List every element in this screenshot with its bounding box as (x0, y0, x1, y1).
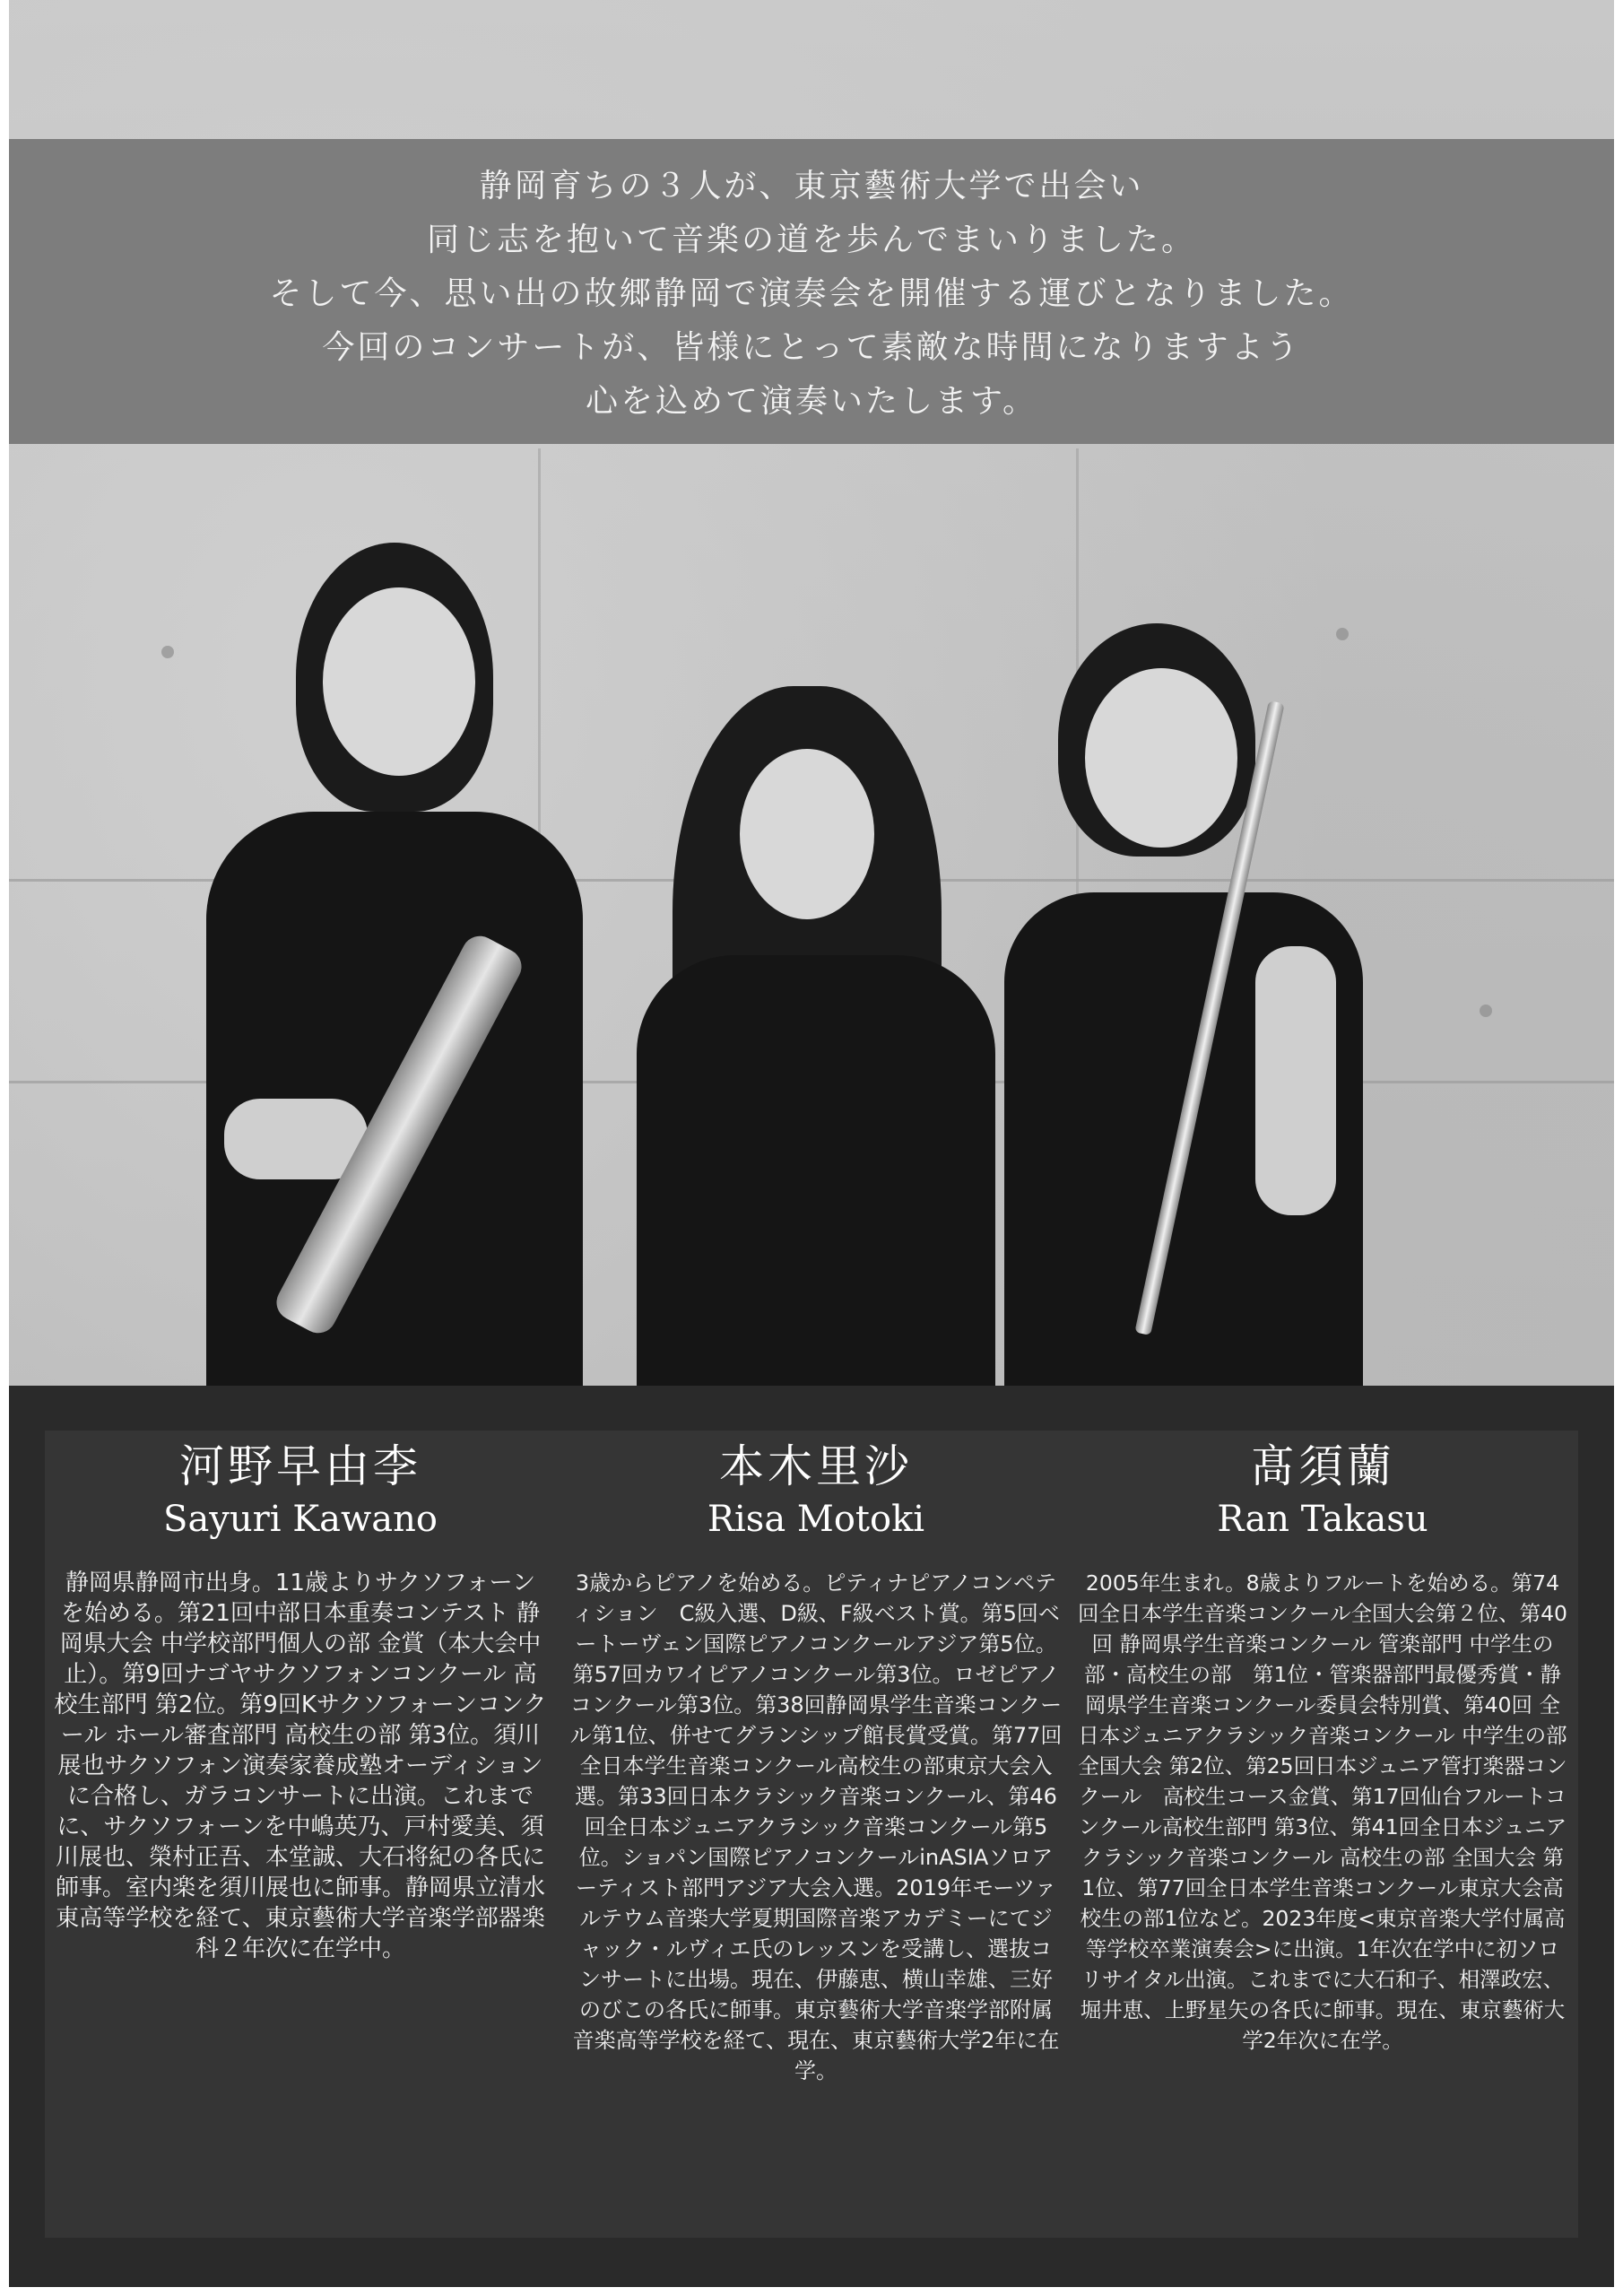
flyer-page (9, 0, 1614, 2287)
member-name-en: Ran Takasu (1217, 1499, 1428, 1540)
profile-motoki (569, 1435, 1063, 2086)
profile-kawano (54, 1435, 547, 1964)
intro-line: 同じ志を抱いて音楽の道を歩んでまいりました。 (426, 222, 1196, 258)
intro-message (9, 160, 1614, 429)
member-bio: 2005年生まれ。8歳よりフルートを始める。第74回全日本学生音楽コンクール全国大会第２位、第40回 静岡県学生音楽コンクール 管楽部門 中学生の部・高校生の部 第1位・管楽器部門最優秀賞・静岡県学生音楽コンクール委員会特別賞、第40回 全日本ジュニアクラシック音楽コンクール 中学生の部 全国大会 第2位、第25回日本ジュニア管打楽器コンクール 高校生コース金賞、第17回仙台フルートコンクール高校生部門 第3位、第41回全日本ジュニアクラシック音楽コンクール 高校生の部 全国大会 第1位、第77回全日本学生音楽コンクール東京大会高校生の部1位など。2023年度<東京音楽大学付属高等学校卒業演奏会>に出演。1年次在学中に初ソロリサイタル出演。これまでに大石和子、相澤政宏、堀井恵、上野星矢の各氏に師事。現在、東京藝術大学2年次に在学。 (1078, 1570, 1567, 2053)
member-name-jp: 髙須蘭 (1250, 1440, 1395, 1492)
member-name-jp: 本木里沙 (719, 1440, 913, 1492)
intro-line: そして今、思い出の故郷静岡で演奏会を開催する運びとなりました。 (269, 275, 1354, 312)
intro-line: 静岡育ちの３人が、東京藝術大学で出会い (479, 168, 1144, 204)
intro-line: 今回のコンサートが、皆様にとって素敵な時間になりますよう (322, 329, 1301, 366)
member-name-en: Sayuri Kawano (163, 1499, 438, 1540)
member-bio: 静岡県静岡市出身。11歳よりサクソフォーンを始める。第21回中部日本重奏コンテスト 静岡県大会 中学校部門個人の部 金賞（本大会中止）。第9回ナゴヤサクソフォンコンクール 高校生部門 第2位。第9回Kサクソフォーンコンクール ホール審査部門 高校生の部 第3位。須川展也サクソフォン演奏家養成塾オーディションに合格し、ガラコンサートに出演。これまでに、サクソフォーンを中嶋英乃、戸村愛美、須川展也、榮村正吾、本堂誠、大石将紀の各氏に師事。室内楽を須川展也に師事。静岡県立清水東高等学校を経て、東京藝術大学音楽学部器楽科２年次に在学中。 (54, 1570, 547, 1962)
intro-line: 心を込めて演奏いたします。 (585, 383, 1038, 420)
member-bio: 3歳からピアノを始める。ピティナピアノコンペティション C級入選、D級、F級ベスト賞。第5回ベートーヴェン国際ピアノコンクールアジア第5位。第57回カワイピアノコンクール第3位。ロゼピアノコンクール第3位。第38回静岡県学生音楽コンクール第1位、併せてグランシップ館長賞受賞。第77回全日本学生音楽コンクール高校生の部東京大会入選。第33回日本クラシック音楽コンクール、第46回全日本ジュニアクラシック音楽コンクール第5位。ショパン国際ピアノコンクールinASIAソロアーティスト部門アジア大会入選。2019年モーツァルテウム音楽大学夏期国際音楽アカデミーにてジャック・ルヴィエ氏のレッスンを受講し、選抜コンサートに出場。現在、伊藤恵、横山幸雄、三好のびこの各氏に師事。東京藝術大学音楽学部附属音楽高等学校を経て、現在、東京藝術大学2年に在学。 (569, 1570, 1063, 2083)
performer-pianist (610, 686, 1022, 1404)
performer-flutist (986, 623, 1399, 1395)
performers-photo (9, 444, 1614, 1395)
profile-takasu (1076, 1435, 1569, 2056)
member-name-jp: 河野早由李 (179, 1440, 421, 1492)
performer-saxophonist (179, 543, 646, 1439)
member-name-en: Risa Motoki (707, 1499, 925, 1540)
